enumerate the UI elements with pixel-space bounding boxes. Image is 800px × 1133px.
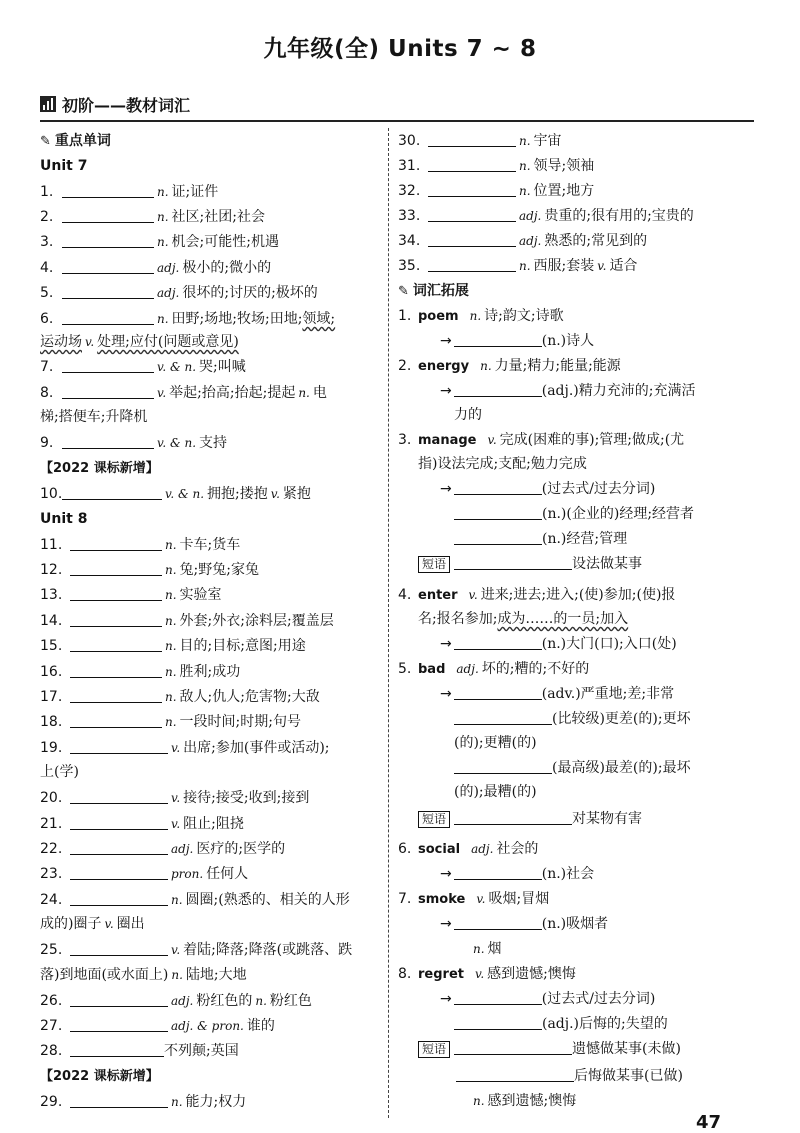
answer-blank[interactable] — [70, 993, 168, 1007]
vocab-item-24-cont: 成的)圈子 v. 圈出 — [40, 916, 145, 932]
ext-social-derivative: → (n.)社会 — [440, 866, 595, 882]
answer-blank[interactable] — [454, 711, 552, 725]
answer-blank[interactable] — [62, 486, 162, 500]
ext-bad-derivative-3: (最高级)最差(的);最坏 — [454, 759, 691, 777]
phrase-tag: 短语 — [418, 556, 450, 573]
vocab-item-29: 29. n. 能力;权力 — [40, 1094, 247, 1110]
answer-blank[interactable] — [70, 816, 168, 830]
ext-bad-derivative-1: → (adv.)严重地;差;非常 — [440, 686, 675, 702]
answer-blank[interactable] — [70, 562, 162, 576]
answer-blank[interactable] — [454, 556, 572, 570]
arrow-right-icon: → — [440, 866, 452, 882]
pencil-icon: ✎ — [40, 134, 51, 149]
answer-blank[interactable] — [62, 359, 154, 373]
answer-blank[interactable] — [456, 1068, 574, 1082]
vocab-item-8-cont: 梯;搭便车;升降机 — [40, 409, 148, 425]
ext-enter: 4. enter v. 进来;进去;进入;(使)参加;(使)报 — [398, 587, 676, 603]
ext-social: 6. social adj. 社会的 — [398, 841, 539, 857]
vocab-item-17: 17. n. 敌人;仇人;危害物;大敌 — [40, 689, 320, 705]
subheading-vocab-extension: ✎ 词汇拓展 — [398, 283, 469, 299]
ext-regret: 8. regret v. 感到遗憾;懊悔 — [398, 966, 576, 982]
answer-blank[interactable] — [70, 790, 168, 804]
answer-blank[interactable] — [428, 133, 516, 147]
vocab-item-4: 4. adj. 极小的;微小的 — [40, 260, 272, 276]
ext-smoke: 7. smoke v. 吸烟;冒烟 — [398, 891, 550, 907]
answer-blank[interactable] — [70, 841, 168, 855]
ext-energy-derivative: → (adj.)精力充沛的;充满活 — [440, 383, 696, 399]
vocab-item-15: 15. n. 目的;目标;意图;用途 — [40, 638, 306, 654]
section-rule — [40, 120, 754, 122]
column-divider — [388, 128, 389, 1118]
ext-bad-derivative-3-cont: (的);最糟(的) — [454, 784, 537, 800]
answer-blank[interactable] — [454, 916, 542, 930]
vocab-item-8: 8. v. 举起;抬高;抬起;提起 n. 电 — [40, 385, 327, 401]
ext-manage-cont: 指)设法完成;支配;勉力完成 — [418, 456, 587, 472]
ext-poem: 1. poem n. 诗;韵文;诗歌 — [398, 308, 564, 324]
vocab-item-7: 7. v. & n. 哭;叫喊 — [40, 359, 246, 375]
vocab-item-16: 16. n. 胜利;成功 — [40, 664, 241, 680]
ext-enter-derivative: → (n.)大门(口);入口(处) — [440, 636, 677, 652]
answer-blank[interactable] — [454, 481, 542, 495]
ext-regret-phrase-2: 后悔做某事(已做) — [456, 1067, 683, 1085]
answer-blank[interactable] — [454, 760, 552, 774]
answer-blank[interactable] — [454, 1016, 542, 1030]
ext-manage: 3. manage v. 完成(困难的事);管理;做成;(尤 — [398, 432, 685, 448]
answer-blank[interactable] — [454, 506, 542, 520]
vocab-item-6: 6. n. 田野;场地;牧场;田地;领域; — [40, 311, 336, 327]
ext-bad-derivative-2: (比较级)更差(的);更坏 — [454, 710, 691, 728]
vocab-item-13: 13. n. 实验室 — [40, 587, 222, 603]
vocab-item-33: 33. adj. 贵重的;很有用的;宝贵的 — [398, 208, 694, 224]
ext-regret-derivative-1: → (过去式/过去分词) — [440, 991, 656, 1007]
vocab-item-19-cont: 上(学) — [40, 764, 79, 780]
arrow-right-icon: → — [440, 636, 452, 652]
vocab-item-19: 19. v. 出席;参加(事件或活动); — [40, 740, 330, 756]
vocab-item-24: 24. n. 圆圈;(熟悉的、相关的人形 — [40, 892, 350, 908]
answer-blank[interactable] — [62, 184, 154, 198]
subheading-key-words: ✎ 重点单词 — [40, 133, 111, 149]
answer-blank[interactable] — [70, 1043, 164, 1057]
unit-7-label: Unit 7 — [40, 158, 88, 174]
vocab-item-28: 28. 不列颠;英国 — [40, 1043, 239, 1059]
bar-chart-icon — [40, 96, 56, 112]
answer-blank[interactable] — [454, 636, 542, 650]
section-header — [40, 92, 190, 116]
ext-bad-derivative-2-cont: (的);更糟(的) — [454, 735, 537, 751]
ext-manage-derivative-1: → (过去式/过去分词) — [440, 481, 656, 497]
answer-blank[interactable] — [70, 537, 162, 551]
answer-blank[interactable] — [454, 991, 542, 1005]
arrow-right-icon: → — [440, 916, 452, 932]
answer-blank[interactable] — [454, 531, 542, 545]
arrow-right-icon: → — [440, 383, 452, 399]
vocab-item-14: 14. n. 外套;外衣;涂料层;覆盖层 — [40, 613, 334, 629]
answer-blank[interactable] — [454, 333, 542, 347]
answer-blank[interactable] — [454, 383, 542, 397]
answer-blank[interactable] — [454, 811, 572, 825]
answer-blank[interactable] — [70, 638, 162, 652]
phrase-tag: 短语 — [418, 1041, 450, 1058]
ext-bad: 5. bad adj. 坏的;糟的;不好的 — [398, 661, 590, 677]
vocab-item-35: 35. n. 西服;套装 v. 适合 — [398, 258, 638, 274]
vocab-item-27: 27. adj. & pron. 谁的 — [40, 1018, 275, 1034]
answer-blank[interactable] — [428, 208, 516, 222]
answer-blank[interactable] — [62, 311, 154, 325]
vocab-item-31: 31. n. 领导;领袖 — [398, 158, 595, 174]
vocab-item-32: 32. n. 位置;地方 — [398, 183, 595, 199]
ext-energy-derivative-cont: 力的 — [454, 407, 482, 423]
answer-blank[interactable] — [70, 714, 162, 728]
ext-manage-derivative-3: (n.)经营;管理 — [454, 530, 627, 548]
answer-blank[interactable] — [428, 258, 516, 272]
vocab-item-25-cont: 落)到地面(或水面上) n. 陆地;大地 — [40, 967, 247, 983]
arrow-right-icon: → — [440, 333, 452, 349]
vocab-item-1: 1. n. 证;证件 — [40, 184, 219, 200]
answer-blank[interactable] — [62, 209, 154, 223]
answer-blank[interactable] — [70, 740, 168, 754]
vocab-item-6-cont: 运动场 v. 处理;应付(问题或意见) — [40, 334, 239, 350]
vocab-item-34: 34. adj. 熟悉的;常见到的 — [398, 233, 648, 249]
answer-blank[interactable] — [454, 686, 542, 700]
pencil-icon: ✎ — [398, 284, 409, 299]
answer-blank[interactable] — [454, 1041, 572, 1055]
ext-smoke-noun: n. 烟 — [473, 941, 502, 957]
answer-blank[interactable] — [70, 1018, 168, 1032]
new-in-2022-tag: 【2022 课标新增】 — [40, 461, 159, 476]
vocab-item-21: 21. v. 阻止;阻挠 — [40, 816, 244, 832]
vocab-item-26: 26. adj. 粉红色的 n. 粉红色 — [40, 993, 312, 1009]
answer-blank[interactable] — [62, 285, 154, 299]
vocab-item-11: 11. n. 卡车;货车 — [40, 537, 241, 553]
new-in-2022-tag: 【2022 课标新增】 — [40, 1069, 159, 1084]
vocab-item-23: 23. pron. 任何人 — [40, 866, 249, 882]
ext-bad-phrase: 短语 对某物有害 — [418, 810, 642, 828]
answer-blank[interactable] — [70, 942, 168, 956]
vocab-item-2: 2. n. 社区;社团;社会 — [40, 209, 265, 225]
vocab-item-3: 3. n. 机会;可能性;机遇 — [40, 234, 279, 250]
answer-blank[interactable] — [70, 664, 162, 678]
answer-blank[interactable] — [454, 866, 542, 880]
answer-blank[interactable] — [62, 435, 154, 449]
vocab-item-12: 12. n. 兔;野兔;家兔 — [40, 562, 259, 578]
answer-blank[interactable] — [70, 892, 168, 906]
answer-blank[interactable] — [428, 158, 516, 172]
arrow-right-icon: → — [440, 991, 452, 1007]
vocab-item-25: 25. v. 着陆;降落;降落(或跳落、跌 — [40, 942, 353, 958]
answer-blank[interactable] — [70, 866, 168, 880]
phrase-tag: 短语 — [418, 811, 450, 828]
ext-regret-derivative-2: (adj.)后悔的;失望的 — [454, 1015, 668, 1033]
ext-manage-derivative-2: (n.)(企业的)经理;经营者 — [454, 505, 694, 523]
vocab-item-9: 9. v. & n. 支持 — [40, 435, 228, 451]
answer-blank[interactable] — [62, 385, 154, 399]
unit-8-label: Unit 8 — [40, 511, 88, 527]
ext-manage-phrase: 短语 设法做某事 — [418, 555, 642, 573]
ext-regret-phrase-1: 短语 遗憾做某事(未做) — [418, 1040, 681, 1058]
arrow-right-icon: → — [440, 686, 452, 702]
answer-blank[interactable] — [70, 613, 162, 627]
vocab-item-30: 30. n. 宇宙 — [398, 133, 562, 149]
answer-blank[interactable] — [70, 1094, 168, 1108]
vocab-item-5: 5. adj. 很坏的;讨厌的;极坏的 — [40, 285, 318, 301]
answer-blank[interactable] — [428, 183, 516, 197]
vocab-item-22: 22. adj. 医疗的;医学的 — [40, 841, 286, 857]
arrow-right-icon: → — [440, 481, 452, 497]
vocab-item-18: 18. n. 一段时间;时期;句号 — [40, 714, 301, 730]
answer-blank[interactable] — [70, 689, 162, 703]
vocab-item-10: 10. v. & n. 拥抱;搂抱 v. 紧抱 — [40, 486, 311, 502]
vocab-item-20: 20. v. 接待;接受;收到;接到 — [40, 790, 310, 806]
answer-blank[interactable] — [428, 233, 516, 247]
ext-smoke-derivative: → (n.)吸烟者 — [440, 916, 609, 932]
ext-enter-cont: 名;报名参加;成为……的一员;加入 — [418, 611, 629, 627]
section-title: 初阶——教材词汇 — [62, 95, 191, 115]
answer-blank[interactable] — [62, 260, 154, 274]
ext-regret-noun: n. 感到遗憾;懊悔 — [473, 1093, 577, 1109]
answer-blank[interactable] — [62, 234, 154, 248]
page-number: 47 — [696, 1112, 722, 1133]
ext-energy: 2. energy n. 力量;精力;能量;能源 — [398, 358, 621, 374]
ext-poem-derivative: → (n.)诗人 — [440, 333, 595, 349]
answer-blank[interactable] — [70, 587, 162, 601]
page-title: 九年级(全) Units 7 ~ 8 — [263, 36, 537, 62]
